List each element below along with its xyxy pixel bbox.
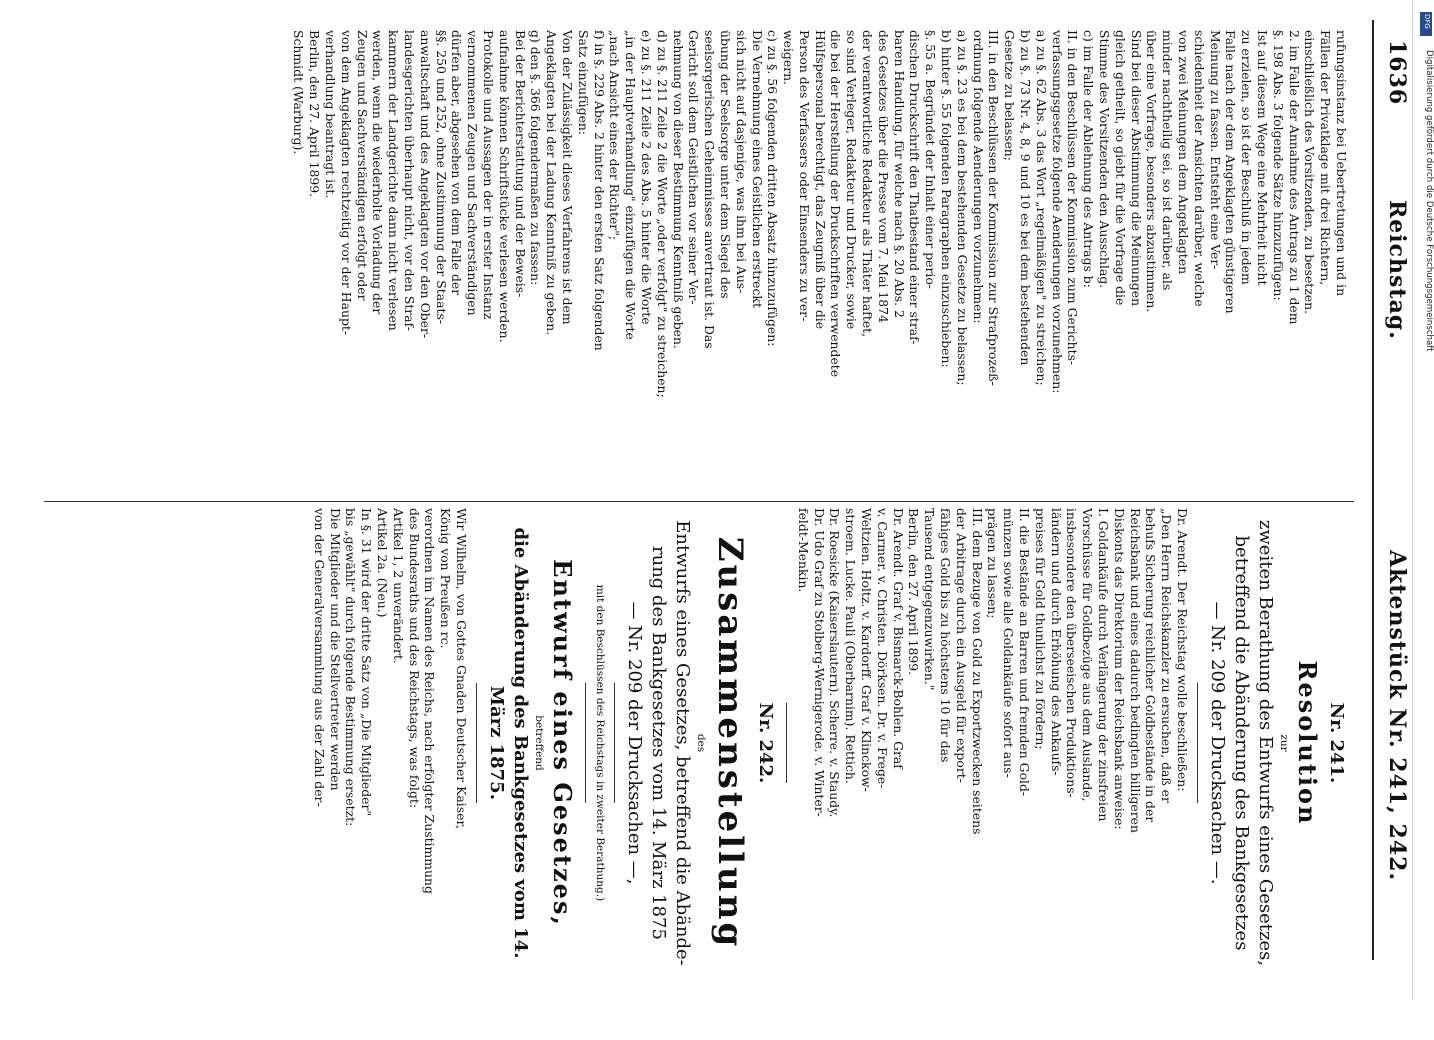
intro-line: zweiten Berathung des Entwurfs eines Gesetzes,: [1255, 519, 1276, 967]
text-line: b) zu §. 73 Nr. 4, 8, 9 und 10 es bei dem bestehenden: [1018, 30, 1034, 366]
text-line: von zwei Meinungen dem Angeklagten: [1176, 30, 1192, 275]
intro-line: — Nr. 209 der Drucksachen —.: [1207, 601, 1228, 885]
text-line: Berlin, den 27. April 1899.: [906, 508, 922, 676]
text-line: über eine Vorfrage, besonders abzustimmen.: [1144, 30, 1160, 313]
text-line: des Bundesraths und des Reichstags, was folgt:: [406, 508, 422, 809]
text-line: II. in den Beschlüssen der Kommission zum Gerichts-: [1065, 30, 1081, 366]
text-line: des Gesetzes über die Presse vom 7. Mai 1874: [875, 30, 891, 323]
text-line: Reichsbank und eines dadurch bedingten billigeren: [1127, 508, 1143, 833]
text-line: verordnen im Namen des Reichs, nach erfolgter Zustimmung: [422, 508, 438, 894]
text-line: von dem Angeklagten rechtzeitig vor der Haupt-: [338, 30, 354, 336]
text-line: Stimme des Vorsitzenden den Ausschlag.: [1097, 30, 1113, 289]
text-line: Von der Zulässigkeit dieses Verfahrens ist dem: [559, 30, 575, 325]
betreffend-label: betreffend: [533, 715, 546, 771]
text-line: Dr. Arendt. Graf v. Bismarck-Bohlen. Graf: [890, 508, 906, 769]
text-line: Hülfspersonal berechtigt, das Zeugniß über die: [812, 30, 828, 330]
text-line: Dr. Roesicke (Kaiserslautern). Scherre. v. Staudy.: [827, 508, 843, 818]
text-line: baren Handlung, für welche nach §. 20 Abs. 2: [891, 30, 907, 318]
separator: [614, 683, 615, 803]
text-line: stroem. Lucke. Pauli (Oberbarnim). Rettich.: [843, 508, 859, 784]
text-line: münzen sowie alle Goldankäufe sofort aus-: [1001, 508, 1017, 778]
text-line: verhandlung beantragt ist.: [323, 30, 338, 199]
text-line: landesgerichten überhaupt nicht, vor den Straf-: [401, 30, 417, 331]
text-line: bis „gewählt" durch folgende Bestimmung ersetzt:: [343, 508, 359, 827]
document-number-241: Nr. 241.: [1326, 702, 1347, 784]
header-left-title: Reichstag.: [1384, 200, 1410, 340]
text-line: d) zu §. 211 Zeile 2 die Worte „oder verfolgt" zu streichen;: [654, 30, 670, 398]
text-line: Weltzien. Holtz. v. Kardorff. Graf v. Klinckow-: [859, 508, 875, 792]
text-line: Bei der Berichterstattung und der Beweis-: [512, 30, 528, 298]
document-number-242: Nr. 242.: [755, 702, 777, 784]
text-line: gleich getheilt, so giebt für die Vorfrage die: [1112, 30, 1128, 306]
zusammenstellung-note: mit den Beschlüssen des Reichstags in zweiter Berathung.): [594, 584, 607, 902]
text-line: 2. im Falle der Annahme des Antrags zu 1 dem: [1286, 30, 1302, 325]
dfg-logo: DFG: [1420, 12, 1432, 36]
right-column: [19, 508, 1349, 978]
zusammenstellung-title: Zusammenstellung: [710, 536, 751, 950]
text-line: Diskonts das Direktorium der Reichsbank anweise:: [1111, 508, 1127, 830]
text-line: Gericht soll dem Geistlichen vor seiner Ver-: [686, 30, 702, 305]
text-line: kammern der Landgerichte dann nicht verlesen: [386, 30, 402, 331]
text-line: werden, wenn die wiederholte Vorladung der: [370, 30, 386, 315]
text-line: I. Goldankäufe durch Verlängerung der zinsfreien: [1096, 508, 1112, 822]
resolution-title: Resolution: [1293, 660, 1322, 826]
text-line: v. Carmer. v. Christen. Dörksen. Dr. v. Frege-: [874, 508, 890, 789]
column-divider: [44, 501, 1354, 502]
text-line: g) den §. 366 folgendermaßen zu fassen:: [528, 30, 544, 286]
page-number: 1636: [1384, 40, 1410, 106]
resolution-body: [795, 508, 1190, 978]
text-line: Sind bei dieser Abstimmung die Meinungen: [1128, 30, 1144, 307]
text-line: minder nachtheilig sei, so ist darüber, als: [1160, 30, 1176, 291]
intro-line: — Nr. 209 der Drucksachen —,: [624, 601, 646, 885]
text-line: Schmidt (Warburg).: [291, 30, 307, 155]
text-line: Fällen der Privatklage mit drei Richtern,: [1318, 30, 1334, 286]
text-line: von der Generalversammlung aus der Zahl der-: [311, 508, 327, 807]
text-line: seelsorgerischen Geheimnisses anvertraut ist. Das: [702, 30, 718, 349]
text-line: der verantwortliche Redakteur als Thäter haftet,: [860, 30, 876, 338]
text-line: f) in §. 229 Abs. 2 hinter den ersten Satz folgenden: [591, 30, 607, 351]
text-line: rufungsinstanz bei Uebertretungen und in: [1334, 30, 1349, 297]
text-line: anwaltschaft und des Angeklagten vor den Ober-: [417, 30, 433, 339]
header-center-title: Aktenstück Nr. 241, 242.: [1384, 550, 1410, 882]
text-line: Die Vernehmung eines Geistlichen erstreckt: [749, 30, 765, 308]
header-rule: [1372, 20, 1374, 960]
text-line: fähiges Gold bis zu höchstens 10 für das: [938, 508, 954, 763]
text-line: Ist auf diesem Wege eine Mehrheit nicht: [1255, 30, 1271, 286]
text-line: nehmung von dieser Bestimmung Kenntniß geben.: [670, 30, 686, 349]
text-line: feldt-Menkin.: [795, 508, 811, 593]
intro-line: rung des Bankgesetzes vom 14. März 1875: [648, 546, 670, 940]
text-line: König von Preußen rc.: [438, 508, 454, 649]
text-line: b) hinter §. 55 folgenden Paragraphen einzuschieben:: [939, 30, 955, 368]
text-line: Satz einzufügen:: [575, 30, 591, 136]
des-label: des: [695, 733, 708, 753]
text-line: weigern.: [781, 30, 797, 86]
text-line: c) im Falle der Ablehnung des Antrags b:: [1081, 30, 1097, 288]
resolution-intro: [1205, 508, 1277, 978]
text-line: Person des Verfassers oder Einsenders zu ver-: [796, 30, 812, 322]
separator: [1197, 683, 1198, 803]
text-line: so sind Verleger, Redakteur und Drucker, sowie: [844, 30, 860, 330]
text-line: Wir Wilhelm, von Gottes Gnaden Deutscher Kaiser,: [454, 508, 470, 829]
intro-line: Entwurfs eines Gesetzes, betreffend die Abände-: [672, 520, 694, 966]
intro-line: betreffend die Abänderung des Bankgesetzes: [1231, 535, 1252, 951]
aenderung-title: die Abänderung des Bankgesetzes vom 14. März 1875.: [486, 527, 532, 959]
text-line: dischen Druckschrift den Thatbestand einer straf-: [907, 30, 923, 345]
page-header: [1354, 30, 1424, 970]
text-line: verfassungsgesetze folgende Aenderungen vorzunehmen:: [1049, 30, 1065, 394]
page-edge: [1412, 0, 1413, 1000]
text-line: Artikel 2a. (Neu.): [375, 508, 391, 618]
text-line: III. dem Bezuge von Gold zu Exportzwecken seitens: [969, 508, 985, 835]
text-line: §. 198 Abs. 3 folgende Sätze hinzuzufügen:: [1270, 30, 1286, 301]
text-line: In §. 31 wird der dritte Satz von „Die Mitglieder": [359, 508, 375, 817]
text-line: III. in den Beschlüssen der Kommission zur Strafprozeß-: [986, 30, 1002, 386]
text-line: „Den Herrn Reichskanzler zu ersuchen, daß er: [1159, 508, 1175, 803]
law-body: [311, 508, 469, 978]
text-line: vernommenen Zeugen und Sachverständigen: [465, 30, 481, 316]
text-line: dürfen aber, abgesehen von dem Falle der: [449, 30, 465, 296]
text-line: Tausend entgegenzuwirken.": [922, 508, 938, 691]
text-line: e) zu §. 211 Zeile 2 des Abs. 5 hinter die Worte: [638, 30, 654, 325]
text-line: Artikel 1, 2 unverändert.: [390, 508, 406, 664]
text-line: „in der Hauptverhandlung" einzufügen die Worte: [623, 30, 639, 340]
digitization-note: Digitalisierung gefördert durch die Deutsche Forschungsgemeinschaft: [1424, 50, 1434, 352]
text-line: behufs Sicherung reichlicher Goldbestände in der: [1143, 508, 1159, 823]
text-line: übung der Seelsorge unter dem Siegel des: [717, 30, 733, 299]
text-line: Dr. Arendt. Der Reichstag wolle beschließen:: [1175, 508, 1190, 792]
separator: [786, 703, 787, 783]
zur-label: zur: [1278, 734, 1290, 752]
text-line: §§. 250 und 252, ohne Zustimmung der Staats-: [433, 30, 449, 325]
text-line: II. die Bestände an Barren und fremden Gold-: [1017, 508, 1033, 797]
text-line: Falle nach der dem Angeklagten günstigeren: [1223, 30, 1239, 314]
text-line: preises für Gold thunlichst zu fördern;: [1032, 508, 1048, 750]
text-line: Berlin, den 27. April 1899.: [307, 30, 323, 198]
text-line: a) zu §. 62 Abs. 3 das Wort „regelmäßigen" zu streichen;: [1033, 30, 1049, 386]
text-line: Zeugen und Sachverständigen erfolgt oder: [354, 30, 370, 301]
text-line: Vorschüsse für Goldbezüge aus dem Auslande,: [1080, 508, 1096, 802]
text-line: prägen zu lassen;: [985, 508, 1001, 619]
text-line: der Arbitrage durch ein Ausgeld für export-: [953, 508, 969, 783]
text-line: a) zu §. 23 es bei dem bestehenden Gesetze zu belassen;: [954, 30, 970, 386]
text-line: Gesetze zu belassen;: [1002, 30, 1018, 161]
text-line: c) zu §. 56 folgenden dritten Absatz hinzuzufügen:: [765, 30, 781, 347]
text-line: zu erzielen, so ist der Beschluß in jedem: [1239, 30, 1255, 285]
text-line: sich nicht auf dasjenige, was ihm bei Aus-: [733, 30, 749, 294]
text-line: ordnung folgende Aenderungen vorzunehmen:: [970, 30, 986, 324]
text-line: „nach Ansicht eines der Richter";: [607, 30, 623, 241]
text-line: die bei der Herstellung der Druckschriften verwendete: [828, 30, 844, 378]
text-line: Angeklagten bei der Ladung Kenntniß zu geben.: [544, 30, 560, 336]
text-line: Dr. Udo Graf zu Stolberg-Wernigerode. v. Winter-: [811, 508, 827, 817]
text-line: insbesondere den überseeischen Produktions-: [1064, 508, 1080, 798]
entwurf-title: Entwurf eines Gesetzes,: [548, 559, 578, 927]
separator: [476, 683, 477, 803]
text-line: schiedenheit der Ansichten darüber, welche: [1191, 30, 1207, 307]
text-line: Meinung zu fassen. Entsteht eine Ver-: [1207, 30, 1223, 270]
separator: [585, 683, 586, 803]
text-line: aufnahme können Schriftstücke verlesen werden.: [496, 30, 512, 343]
zusammenstellung-intro: [622, 508, 694, 978]
text-line: einschließlich des Vorsitzenden, zu besetzen.: [1302, 30, 1318, 315]
text-line: ländern und durch Erhöhung des Ankaufs-: [1048, 508, 1064, 776]
text-line: Protokolle und Aussagen der in erster Instanz: [480, 30, 496, 320]
text-line: Die Mitglieder und die Stellvertreter werden: [327, 508, 343, 791]
text-line: §. 55 a. Begründet der Inhalt einer perio-: [923, 30, 939, 289]
left-column: [19, 30, 1349, 500]
